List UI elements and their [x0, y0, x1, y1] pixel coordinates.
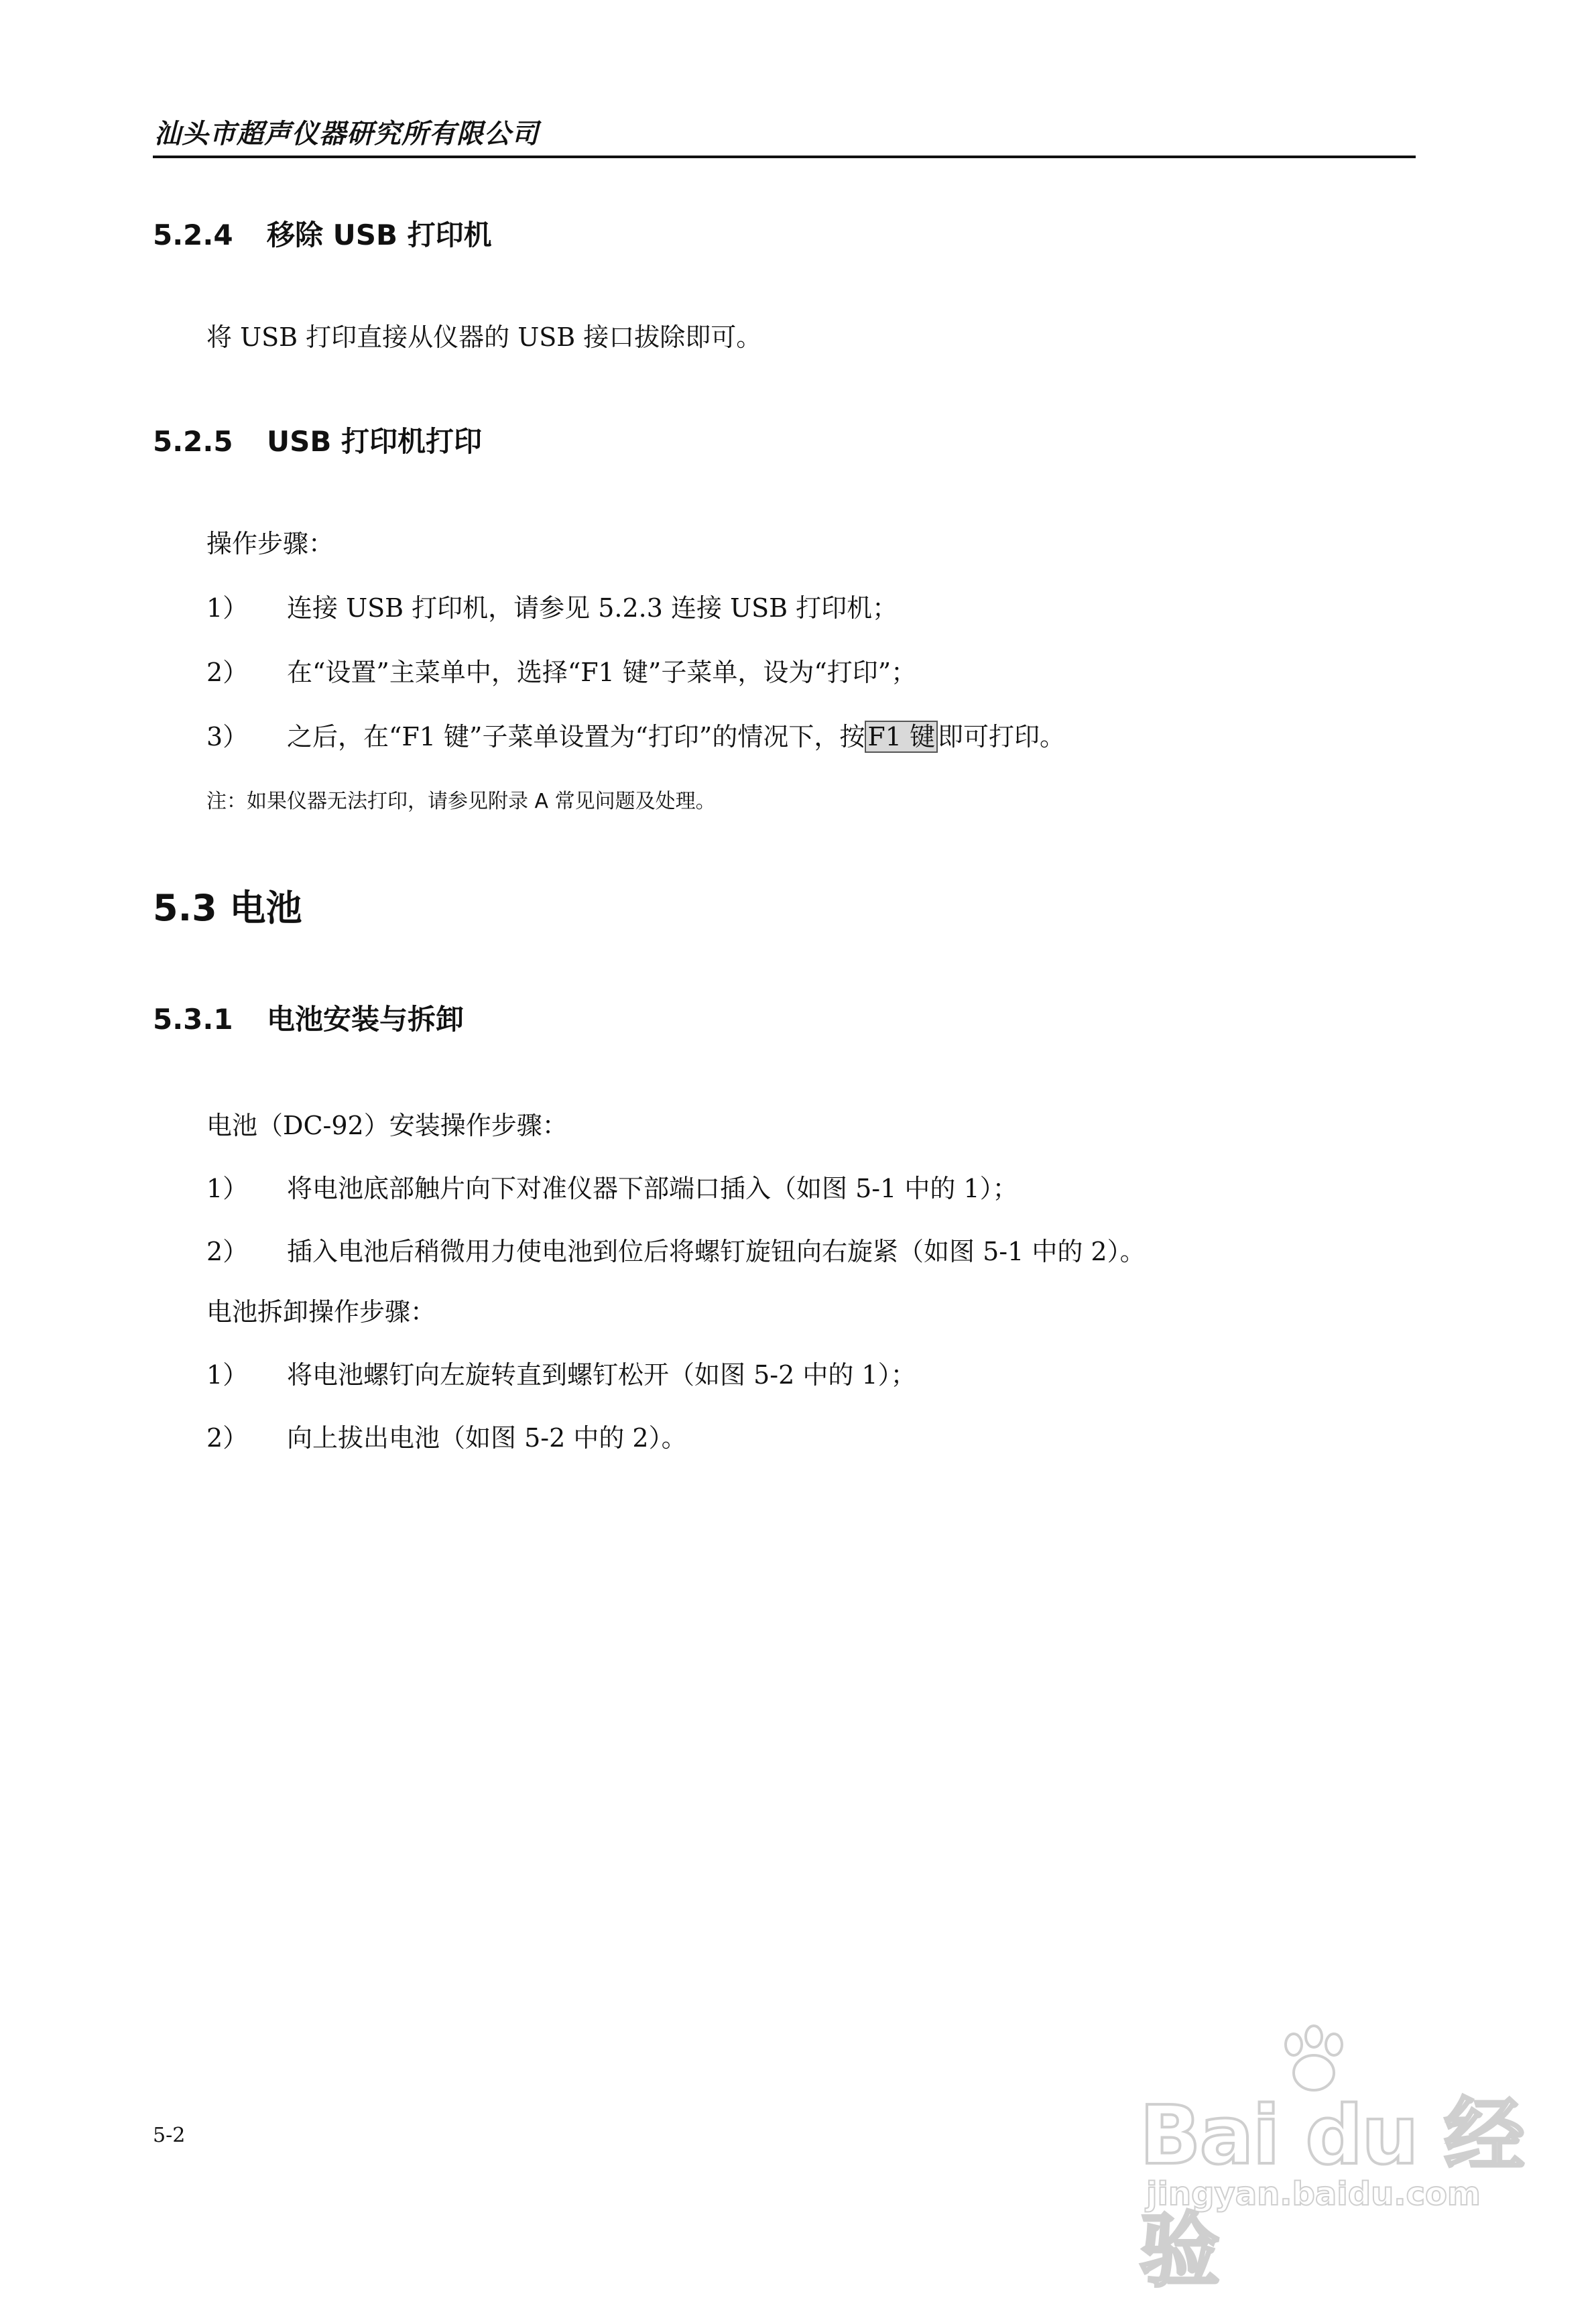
step-number: 1） [206, 593, 249, 623]
list-item [206, 716, 1065, 753]
list-item [206, 587, 898, 624]
section-heading-5-3-1 [153, 997, 464, 1038]
step-text: 将电池螺钉向左旋转直到螺钉松开（如图 5-2 中的 1）； [287, 1360, 916, 1390]
section-heading-5-2-5 [153, 420, 482, 460]
f1-key-highlight: F1 键 [865, 721, 938, 753]
step-text: 将电池底部触片向下对准仪器下部端口插入（如图 5-1 中的 1）； [287, 1174, 1018, 1203]
list-item [206, 652, 916, 688]
section-title: 移除 USB 打印机 [267, 219, 492, 251]
page-number: 5-2 [153, 2124, 186, 2147]
step-number: 1） [206, 1360, 249, 1390]
list-item [206, 1231, 1146, 1268]
header-company-name: 汕头市超声仪器研究所有限公司 [154, 119, 539, 149]
step-number: 3） [206, 722, 249, 751]
watermark-brand: Bai du 经验 [1140, 2089, 1524, 2298]
step-text: 插入电池后稍微用力使电池到位后将螺钉旋钮向右旋紧（如图 5-1 中的 2）。 [287, 1237, 1146, 1266]
step-number: 2） [206, 1237, 249, 1266]
section-heading-5-2-4 [153, 213, 492, 253]
step-number: 2） [206, 658, 249, 687]
step-text: 之后，在“F1 键”子菜单设置为“打印”的情况下，按 [287, 722, 865, 751]
print-note: 注：如果仪器无法打印，请参见附录 A 常见问题及处理。 [206, 790, 716, 813]
watermark-url: jingyan.baidu.com [1146, 2175, 1481, 2213]
paragraph-remove-usb: 将 USB 打印直接从仪器的 USB 接口拔除即可。 [206, 322, 762, 352]
list-item [206, 1168, 1018, 1205]
baidu-watermark [1126, 2024, 1528, 2298]
list-item [206, 1354, 916, 1391]
step-text: 在“设置”主菜单中，选择“F1 键”子菜单，设为“打印”； [287, 658, 917, 687]
header-divider [153, 156, 1416, 158]
step-text: 向上拔出电池（如图 5-2 中的 2）。 [287, 1423, 687, 1453]
step-text: 连接 USB 打印机，请参见 5.2.3 连接 USB 打印机； [287, 593, 898, 623]
steps-intro: 操作步骤： [206, 529, 334, 558]
step-number: 1） [206, 1174, 249, 1203]
chapter-heading-5-3: 5.3 电池 [153, 887, 302, 929]
install-intro: 电池（DC-92）安装操作步骤： [206, 1111, 568, 1140]
section-number: 5.3.1 [153, 1003, 233, 1036]
list-item [206, 1417, 687, 1454]
step-number: 2） [206, 1423, 249, 1453]
section-number: 5.2.4 [153, 219, 233, 251]
section-title: 电池安装与拆卸 [267, 1003, 465, 1036]
remove-intro: 电池拆卸操作步骤： [206, 1297, 436, 1327]
section-number: 5.2.5 [153, 425, 233, 458]
section-title: USB 打印机打印 [267, 425, 482, 458]
step-text-end: 即可打印。 [937, 722, 1065, 751]
